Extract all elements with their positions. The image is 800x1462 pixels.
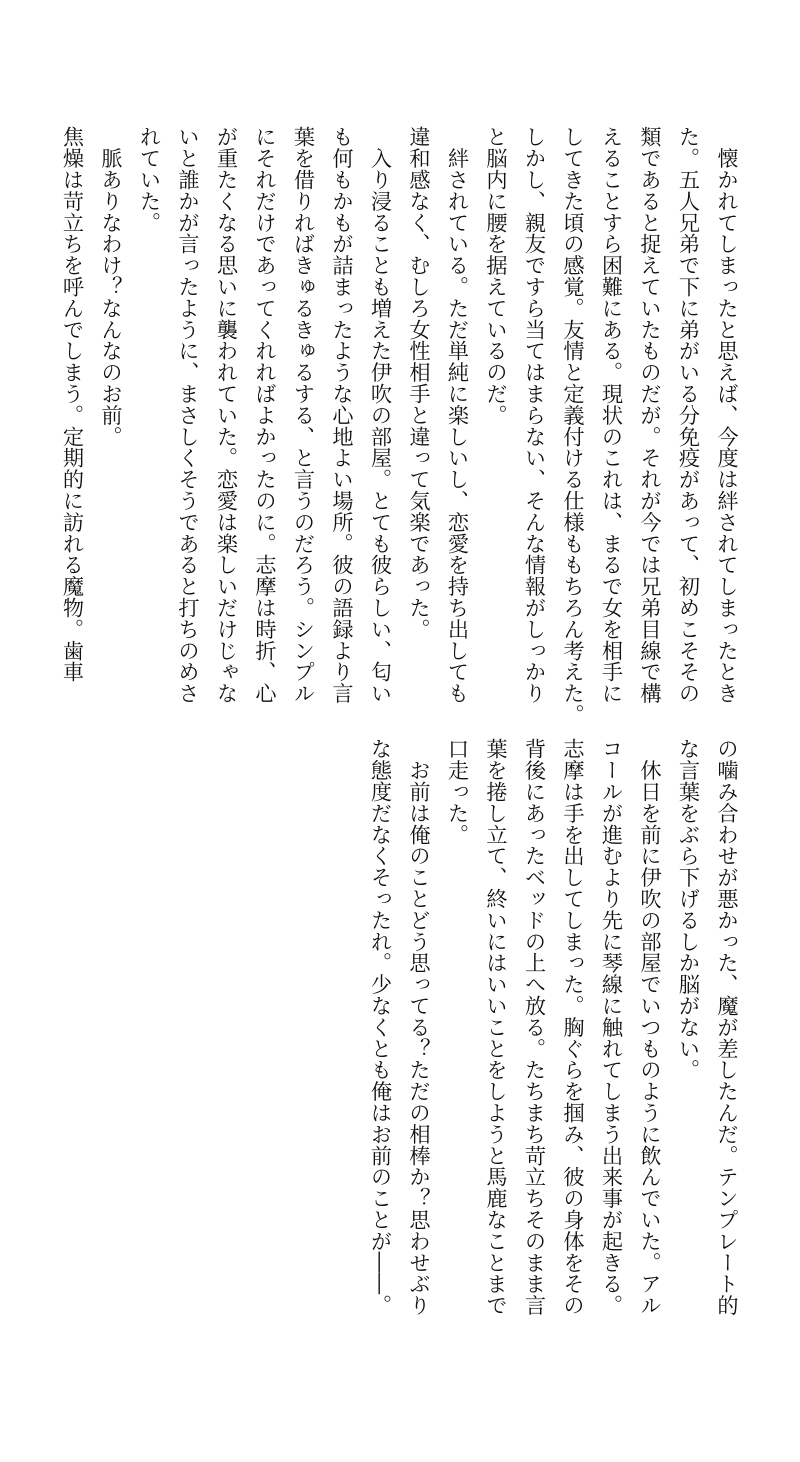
text-line: お前は俺のことどう思ってる？ただの相棒か？思わせぶり: [407, 738, 432, 1316]
text-line: が重たくなる思いに襲われていた。恋愛は楽しいだけじゃな: [214, 126, 240, 704]
text-line: 休日を前に伊吹の部屋でいつものように飲んでいた。アル: [638, 738, 663, 1316]
text-line: 入り浸ることも増えた伊吹の部屋。とても彼らしい、匂い: [368, 126, 394, 704]
text-line: た。五人兄弟で下に弟がいる分免疫があって、初めこそその: [676, 126, 702, 704]
text-block-bottom: [361, 738, 746, 1398]
text-line: と脳内に腰を据えているのだ。: [484, 126, 509, 426]
text-line: 類であると捉えていたものだが。それが今では兄弟目線で構: [638, 126, 663, 704]
text-line: いと誰かが言ったように、まさしくそうであると打ちのめさ: [176, 126, 201, 704]
text-line: しかし、親友ですら当てはまらない、そんな情報がしっかり: [522, 126, 548, 704]
text-line: の噛み合わせが悪かった、魔が差したんだ。テンプレート的: [715, 738, 740, 1316]
text-line: れていた。: [137, 126, 163, 233]
text-line: えることすら困難にある。現状のこれは、まるで女を相手に: [599, 126, 625, 704]
text-line: 懐かれてしまったと思えば、今度は絆されてしまったとき: [715, 126, 740, 704]
text-block-top: [53, 126, 746, 746]
text-line: コールが進むより先に琴線に触れてしまう出来事が起きる。: [599, 738, 625, 1316]
text-line: も何もかもが詰まったような心地よい場所。彼の語録より言: [330, 126, 355, 704]
text-line: 背後にあったベッドの上へ放る。たちまち苛立ちそのまま言: [522, 738, 548, 1316]
text-line: してきた頃の感覚。友情と定義付ける仕様ももちろん考えた。: [561, 126, 586, 726]
text-line: 葉を借りればきゅるきゅるする、と言うのだろう。シンプル: [291, 126, 317, 704]
text-line: 口走った。: [445, 738, 471, 845]
text-line: 脈ありなわけ？なんなのお前。: [99, 126, 124, 447]
text-line: 違和感なく、むしろ女性相手と違って気楽であった。: [407, 126, 432, 640]
text-line: 志摩は手を出してしまった。胸ぐらを掴み、彼の身体をその: [561, 738, 586, 1316]
text-line: 焦燥は苛立ちを呼んでしまう。定期的に訪れる魔物。歯車: [60, 126, 86, 683]
text-line: にそれだけであってくれればよかったのに。志摩は時折、心: [253, 126, 278, 704]
text-line: な言葉をぶら下げるしか脳がない。: [676, 738, 702, 1081]
text-line: な態度だなくそったれ。少なくとも俺はお前のことが――。: [368, 738, 394, 1316]
text-line: 絆されている。ただ単純に楽しいし、恋愛を持ち出しても: [445, 126, 471, 704]
text-line: 葉を捲し立て、終いにはいいことをしようと馬鹿なことまで: [484, 738, 509, 1316]
